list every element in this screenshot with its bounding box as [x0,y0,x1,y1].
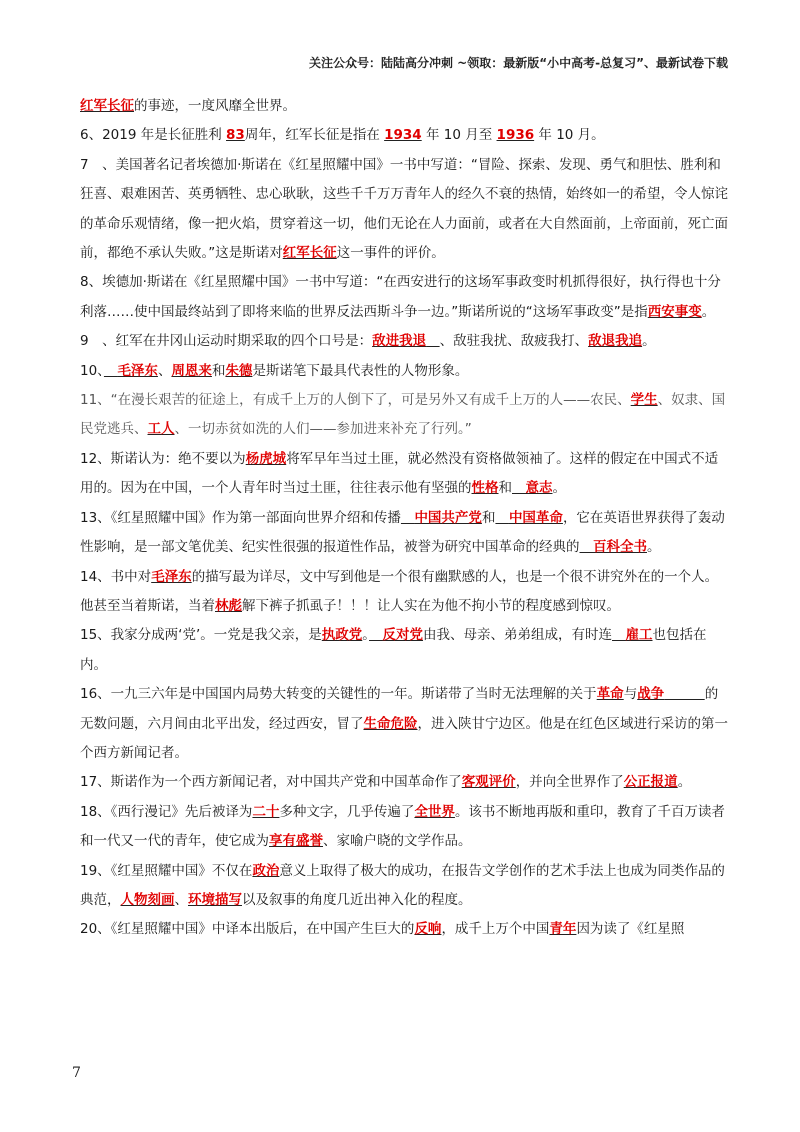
body-text: 与 [623,686,638,703]
body-text: 。 [362,627,370,644]
answer-text: 红军长征 [80,98,134,114]
answer-text: 人物刻画 [120,891,175,908]
blank-underline [664,686,705,702]
body-text: 和 [481,509,496,526]
answer-text: 中国革命 [508,509,563,526]
answer-text: 百科全书 [593,539,647,556]
body-text: 多种文字，几乎传遍了 [279,803,415,820]
answer-text: 性格 [471,480,499,497]
body-text: 。 [647,539,661,556]
body-text: 13、《红星照耀中国》作为第一部面向世界介绍和传播 [80,509,401,526]
answer-text: 生命危险 [363,715,418,732]
answer-text: 青年 [549,921,577,938]
body-text: 9 、红军在井冈山运动时期采取的四个口号是： [80,333,373,350]
body-text: 是斯诺笔下最具代表性的人物形象。 [252,362,469,379]
body-text: 的无数问题，六月间由北平出发，经过西安，冒了 [80,686,719,732]
body-text: 。该书不断地再版和重印，教育了千百万读者和一代又一代的青年，使它成为 [80,803,725,850]
blank-underline [426,333,440,349]
answer-text: 西安事变 [647,303,702,320]
page-header: 关注公众号：陆陆高分冲刺 ~领取：最新版“小中高考-总复习”、最新试卷下载 [309,56,728,70]
answer-text: 反对党 [382,627,424,644]
body-text: 。 [552,480,566,497]
answer-text: 1934 [384,127,422,144]
body-text: 7 、美国著名记者埃德加·斯诺在《红星照耀中国》一书中写道：“冒险、探索、发现、勇气和胆怯、胜利和狂喜、艰难困苦、英勇牺牲、忠心耿耿，这些千千万万青年人的经久不衰的热情，始终如一的希望，令人惊诧的革命乐观情绪，像一把火焰，贯穿着这一切，他们无论在人力面前，或者在大自然面前，上帝面前，死亡面前，都绝不承认失败。”这是斯诺对 [80,156,728,262]
question-paragraph [80,504,730,563]
body-text: 20、《红星照耀中国》中译本出版后，在中国产生巨大的 [80,921,415,938]
answer-text: 毛泽东 [117,362,158,379]
body-text: 和 [211,362,226,379]
body-text: 、敌驻我扰、敌疲我打、 [439,333,589,350]
answer-text: 二十 [252,803,280,820]
answer-text: 杨虎城 [245,450,287,467]
answer-text: 红军长征 [282,245,337,262]
question-paragraph [80,445,730,504]
body-text: 将军早年当过土匪，就必然没有资格做领袖了。这样的假定在中国式不适用的。因为在中国，一个人青年时当过土匪，往往表示他有坚强的 [80,450,719,497]
question-paragraph [80,151,730,269]
body-text: ，进入陕甘宁边区。他是在红色区域进行采访的第一个西方新闻记者。 [80,715,728,761]
answer-text: 执政党 [321,627,363,644]
question-paragraph [80,327,730,356]
question-paragraph [80,798,730,857]
answer-text: 毛泽东 [151,568,192,585]
question-paragraph [80,386,730,445]
body-text: 年 10 月至 [421,127,497,144]
answer-text: 周恩来 [171,362,212,379]
blank-underline [369,627,383,643]
blank-underline [401,510,415,526]
body-text: ，成千上万个中国 [441,921,550,938]
question-paragraph [80,92,730,121]
body-text: 14、书中对 [80,568,152,585]
answer-text: 革命 [596,686,624,703]
body-text: 。 [677,774,692,791]
body-text: 和 [498,480,512,497]
answer-text: 敌进我退 [372,333,427,350]
question-paragraph [80,357,730,386]
body-text: 、 [157,362,172,379]
body-text: 12、斯诺认为：绝不要以为 [80,450,246,467]
body-text: 18、《西行漫记》先后被译为 [80,803,253,820]
page-number: 7 [72,1065,81,1081]
blank-underline [104,363,118,379]
question-paragraph [80,768,730,797]
answer-text: 全世界 [414,803,455,820]
body-text: 6、2019 年是长征胜利 [80,127,227,144]
body-text: 、奴隶、国民党逃兵、 [80,392,726,438]
answer-text: 雇工 [625,627,653,644]
answer-text: 战争 [637,686,665,703]
answer-text: 环境描写 [188,891,242,908]
blank-underline [495,510,509,526]
answer-text: 工人 [147,421,175,438]
body-text: 的描写最为详尽，文中写到他是一个很有幽默感的人，也是一个很不讲究外在的一个人。他甚至当着斯诺，当着 [80,568,719,614]
question-paragraph [80,857,730,916]
body-text: 8、埃德加·斯诺在《红星照耀中国》一书中写道：“在西安进行的这场军事政变时机抓得很好，执行得也十分利落……使中国最终站到了即将来临的世界反法西斯斗争一边。”斯诺所说的“这场军事政变”是指 [80,274,721,320]
body-text: 19、《红星照耀中国》不仅在 [80,862,253,879]
body-text: 。 [642,333,656,350]
blank-underline [512,480,526,496]
body-text: 、家喻户晓的文学作品。 [323,833,472,850]
body-text: 10、 [80,362,104,379]
body-text: ，并向全世界作了 [515,774,624,791]
body-text: 、一切赤贫如洗的人们——参加进来补充了行列。” [174,421,472,438]
body-text: 。 [701,303,716,320]
body-text: 的事迹，一度风靡全世界。 [134,98,296,114]
answer-text: 中国共产党 [414,509,482,526]
body-text: 年 10 月。 [534,127,605,144]
question-paragraph [80,680,730,768]
body-text: 17、斯诺作为一个西方新闻记者，对中国共产党和中国革命作了 [80,774,462,791]
answer-text: 敌退我追 [588,333,643,350]
question-paragraph [80,915,730,944]
answer-text: 意志 [525,480,553,497]
body-text: 意义上取得了极大的成功，在报告文学创作的艺术手法上也成为同类作品的典范， [80,862,725,908]
question-paragraph [80,621,730,680]
body-text: 、 [174,891,188,908]
body-text: 这一事件的评价。 [336,245,445,262]
question-paragraph [80,268,730,327]
answer-text: 反响 [414,921,442,938]
question-paragraph [80,121,730,150]
body-text: 15、我家分成两‘党’。一党是我父亲，是 [80,627,322,644]
answer-text: 享有盛誉 [269,833,323,850]
body-text: 解下裤子抓虱子！！！让人实在为他不拘小节的程度感到惊叹。 [242,597,620,614]
answer-text: 公正报道 [623,774,678,791]
answer-text: 林彪 [215,597,242,614]
answer-text: 政治 [252,862,280,879]
answer-text: 学生 [630,392,658,409]
body-text: 因为读了《红星照 [576,921,685,938]
body-text: 11、“在漫长艰苦的征途上，有成千上万的人倒下了，可是另外又有成千上万的人——农民、 [80,392,631,409]
body-text: 周年，红军长征是指在 [244,127,385,144]
blank-underline [612,627,626,643]
body-text: 以及叙事的角度几近出神入化的程度。 [242,891,472,908]
answer-text: 1936 [496,127,535,144]
body-text: 也包括在内。 [80,627,707,673]
answer-text: 客观评价 [461,774,516,791]
question-paragraph [80,563,730,622]
body-text: ，它在英语世界获得了轰动性影响，是一部文笔优美、纪实性很强的报道性作品，被誉为研究中国革命的经典的 [80,509,725,556]
answer-text: 83 [226,127,245,144]
answer-text: 朱德 [225,362,253,379]
document-body [80,92,730,945]
blank-underline [580,539,594,555]
body-text: 由我、母亲、弟弟组成，有时连 [423,627,613,644]
body-text: 16、一九三六年是中国国内局势大转变的关键性的一年。斯诺带了当时无法理解的关于 [80,686,597,703]
